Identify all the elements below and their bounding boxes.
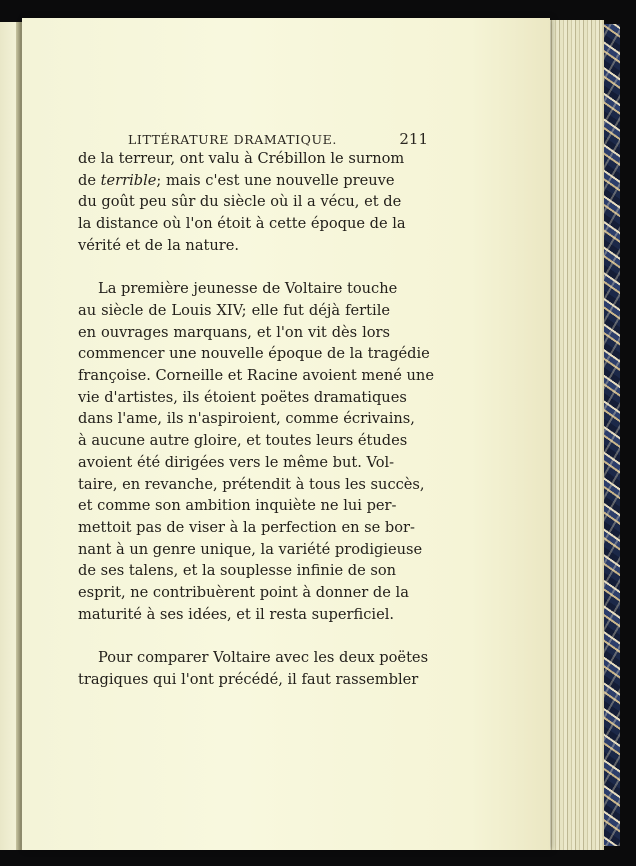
text-line: vérité et de la nature. [78,236,240,254]
text-line: la distance où l'on étoit à cette époque de la [78,215,406,233]
italic-word: terrible [100,171,157,189]
text-line: au siècle de Louis XIV; elle fut déjà fertile [78,301,390,319]
paragraph-1 [78,148,406,257]
paragraph-2 [78,278,434,625]
text-line: Pour comparer Voltaire avec les deux poëtes [98,649,429,667]
paragraph-3 [78,647,429,690]
text-line: de terrible; mais c'est une nouvelle preuve [78,171,395,189]
text-line: de ses talens, et la souplesse infinie de son [78,562,397,580]
text-line: vie d'artistes, ils étoient poëtes dramatiques [78,388,407,406]
running-head-title: LITTÉRATURE DRAMATIQUE. [128,132,337,147]
text-line: et comme son ambition inquiète ne lui per- [78,497,397,515]
text-line: avoient été dirigées vers le même but. Vol- [78,453,395,471]
text-line: dans l'ame, ils n'aspiroient, comme écrivains, [78,410,415,428]
text-line: mettoit pas de viser à la perfection en se bor- [78,518,415,536]
text-line: à aucune autre gloire, et toutes leurs études [78,432,408,450]
running-head [128,130,428,150]
book-page [22,18,550,850]
text-line: maturité à ses idées, et il resta superficiel. [78,605,395,623]
text-line: taire, en revanche, prétendit à tous les succès, [78,475,425,493]
text-line: La première jeunesse de Voltaire touche [98,280,398,298]
text-line: tragiques qui l'ont précédé, il faut rassembler [78,670,419,688]
page-number: 211 [399,130,428,148]
text-line: esprit, ne contribuèrent point à donner de la [78,584,409,602]
text-line: françoise. Corneille et Racine avoient mené une [78,367,434,385]
text-line: nant à un genre unique, la variété prodigieuse [78,540,423,558]
text-line: de la terreur, ont valu à Crébillon le surnom [78,150,405,167]
text-line: du goût peu sûr du siècle où il a vécu, et de [78,193,402,211]
body-text [78,148,434,712]
text-line: commencer une nouvelle époque de la tragédie [78,345,430,363]
text-line: en ouvrages marquans, et l'on vit dès lors [78,323,390,341]
